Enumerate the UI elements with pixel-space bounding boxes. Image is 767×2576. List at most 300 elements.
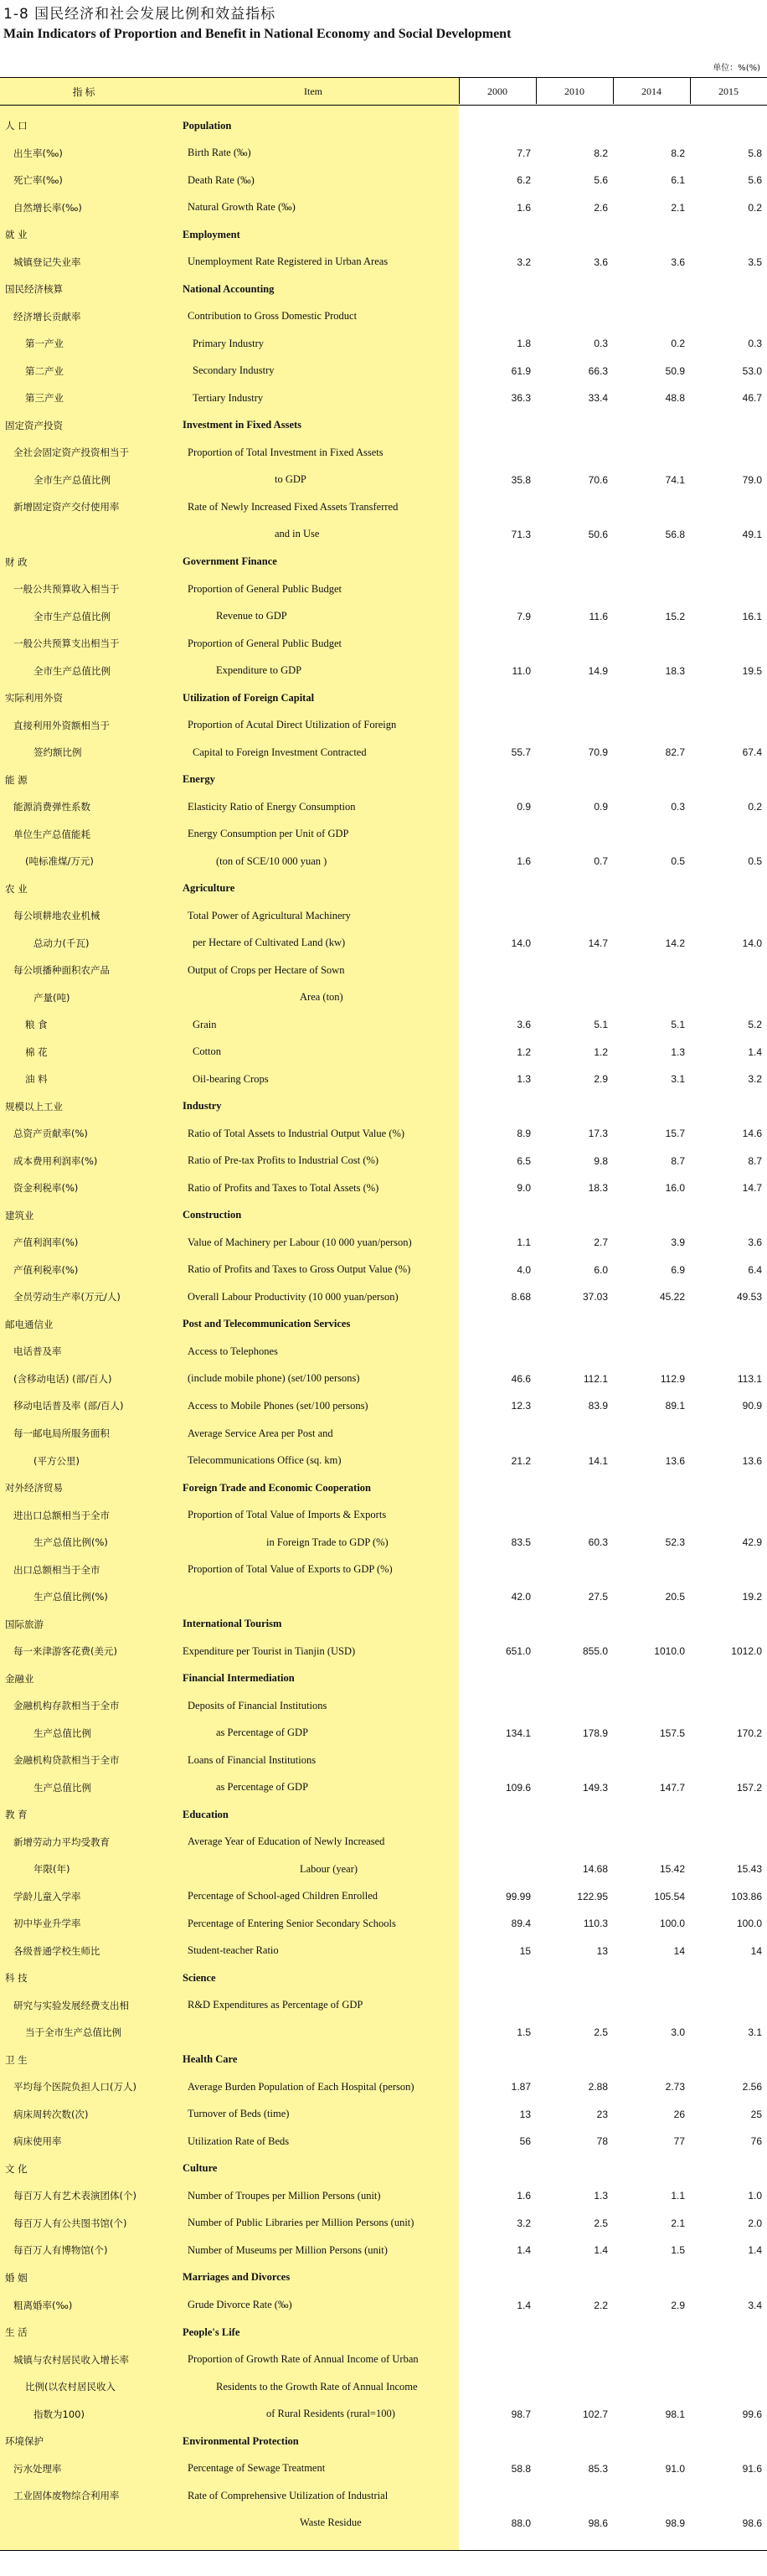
- table-row: [0, 957, 767, 984]
- row-value: [536, 1610, 608, 1638]
- row-value: 83.9: [588, 1400, 608, 1412]
- row-value: [536, 902, 608, 930]
- row-value: 102.7: [582, 2408, 608, 2420]
- row-value: [613, 1501, 685, 1529]
- row-value: [536, 1801, 608, 1829]
- table-row: [0, 875, 767, 902]
- row-label-en: (include mobile phone) (set/100 persons): [188, 1372, 360, 1385]
- row-label-en: Labour (year): [300, 1862, 358, 1875]
- row-value: 0.5: [671, 855, 685, 868]
- table-row: [0, 1474, 767, 1502]
- row-label-cn: 移动电话普及率 (部/百人): [13, 1400, 124, 1412]
- table-row: [0, 385, 767, 412]
- row-value: [536, 766, 608, 793]
- table-row: [0, 1148, 767, 1175]
- row-value: [536, 684, 608, 712]
- table-row: [0, 221, 767, 249]
- row-label-en: of Rural Residents (rural=100): [266, 2408, 395, 2420]
- row-label-en: Total Power of Agricultural Machinery: [188, 909, 351, 921]
- row-value: 56: [519, 2135, 531, 2148]
- row-label-cn: 各级普通学校生师比: [13, 1944, 100, 1957]
- row-value: [536, 412, 608, 440]
- table-row: [0, 167, 767, 194]
- row-label-cn: 每百万人有博物馆(个): [13, 2244, 108, 2257]
- row-label-en: Capital to Foreign Investment Contracted: [193, 746, 367, 758]
- row-value: 37.03: [582, 1291, 608, 1303]
- divider: [613, 77, 614, 104]
- row-value: [536, 2047, 608, 2074]
- row-label-cn: 粮 食: [25, 1019, 48, 1031]
- row-value: [613, 276, 685, 303]
- row-value: [536, 493, 608, 521]
- row-label-en: People's Life: [183, 2326, 240, 2338]
- row-label-cn: 指数为100): [33, 2408, 85, 2420]
- row-label-cn: 就 业: [5, 229, 28, 241]
- row-label-en: Average Burden Population of Each Hospital (person): [188, 2080, 414, 2093]
- row-value: [613, 1338, 685, 1365]
- row-value: 14.7: [742, 1182, 762, 1195]
- row-value: [613, 2482, 685, 2510]
- row-value: 2.6: [594, 201, 608, 214]
- row-label-en: R&D Expenditures as Percentage of GDP: [188, 1999, 363, 2011]
- row-value: [536, 276, 608, 303]
- row-value: [536, 221, 608, 249]
- row-value: [613, 1202, 685, 1230]
- table-row: [0, 2428, 767, 2455]
- row-label-cn: 学龄儿童入学率: [13, 1890, 81, 1902]
- row-value: [690, 820, 762, 848]
- table-row: [0, 548, 767, 576]
- row-value: [536, 875, 608, 902]
- row-value: [690, 2346, 762, 2373]
- row-value: 82.7: [665, 746, 685, 759]
- row-value: 6.4: [748, 1263, 762, 1276]
- row-value: 45.22: [659, 1291, 685, 1303]
- row-value: 14.1: [588, 1454, 608, 1467]
- row-value: 1.4: [517, 2244, 531, 2257]
- row-label-en: Number of Public Libraries per Million Persons (unit): [188, 2217, 414, 2229]
- row-value: 1.4: [594, 2244, 608, 2257]
- row-label-en: Grude Divorce Rate (‰): [188, 2299, 292, 2310]
- row-value: [613, 1665, 685, 1692]
- row-value: [459, 1338, 531, 1365]
- row-value: 3.1: [671, 1073, 685, 1086]
- row-value: [536, 2264, 608, 2292]
- row-value: 1.6: [517, 201, 531, 214]
- row-value: [690, 2428, 762, 2455]
- row-value: [536, 2482, 608, 2510]
- row-label-cn: 第一产业: [25, 338, 64, 350]
- row-label-cn: [5, 521, 172, 549]
- row-label-cn: 粗离婚率(‰): [13, 2299, 73, 2311]
- row-label-cn: 总动力(千瓦): [33, 937, 90, 949]
- table-row: [0, 112, 767, 140]
- row-value: 21.2: [511, 1454, 531, 1467]
- row-value: [690, 276, 762, 303]
- table-row: [0, 2455, 767, 2482]
- row-value: [690, 1828, 762, 1856]
- row-value: 89.4: [511, 1918, 531, 1930]
- row-value: 2.5: [594, 2026, 608, 2039]
- row-value: 14.9: [588, 664, 608, 677]
- row-value: 14.6: [742, 1128, 762, 1140]
- row-value: 4.0: [517, 1263, 531, 1276]
- row-value: [536, 1338, 608, 1365]
- row-value: [690, 2155, 762, 2183]
- row-value: [536, 1420, 608, 1448]
- row-value: 88.0: [511, 2517, 531, 2529]
- row-value: 6.1: [671, 174, 685, 187]
- row-label-en: Telecommunications Office (sq. km): [188, 1454, 342, 1467]
- table-row: [0, 2101, 767, 2129]
- header-year: 2010: [564, 85, 584, 97]
- row-value: 7.9: [517, 610, 531, 622]
- row-value: [459, 1610, 531, 1638]
- row-label-en: Access to Telephones: [188, 1345, 278, 1357]
- row-value: [690, 412, 762, 440]
- row-value: 0.2: [671, 338, 685, 350]
- row-value: 20.5: [665, 1591, 685, 1603]
- table-row: [0, 1910, 767, 1938]
- row-value: 1012.0: [731, 1645, 762, 1658]
- row-label-en: Oil-bearing Crops: [193, 1072, 269, 1085]
- table-row: [0, 1529, 767, 1556]
- row-value: 2.0: [748, 2217, 762, 2229]
- row-label-cn: 油 料: [25, 1073, 48, 1086]
- table-body: [0, 106, 767, 2537]
- row-value: [613, 1474, 685, 1502]
- row-value: 36.3: [511, 392, 531, 405]
- row-label-cn: 产值利润率(%): [13, 1236, 79, 1249]
- row-label-en: Percentage of Sewage Treatment: [188, 2462, 326, 2475]
- row-value: 2.5: [594, 2217, 608, 2229]
- row-value: 5.2: [748, 1019, 762, 1031]
- row-value: [536, 1692, 608, 1720]
- row-label-en: Output of Crops per Hectare of Sown: [188, 963, 345, 976]
- row-label-en: Loans of Financial Institutions: [188, 1753, 317, 1766]
- row-label-cn: 第三产业: [25, 392, 64, 405]
- row-label-cn: 总资产贡献率(%): [13, 1128, 88, 1140]
- row-value: [690, 1338, 762, 1365]
- row-label-cn: 农 业: [5, 882, 28, 895]
- row-value: 12.3: [511, 1400, 531, 1412]
- row-value: [613, 2373, 685, 2401]
- row-label-cn: 能 源: [5, 773, 28, 786]
- row-label-en: Proportion of General Public Budget: [188, 637, 342, 649]
- table-row: [0, 521, 767, 549]
- table-row: [0, 2346, 767, 2373]
- table-row: [0, 1039, 767, 1066]
- row-value: 16.1: [742, 610, 762, 622]
- row-value: [536, 1992, 608, 2020]
- row-label-cn: 新增固定资产交付使用率: [13, 501, 120, 514]
- row-label-en: Marriages and Divorces: [183, 2271, 291, 2284]
- row-value: 113.1: [737, 1372, 762, 1385]
- row-label-cn: 单位生产总值能耗: [13, 828, 90, 840]
- row-label-cn: 固定资产投资: [5, 419, 63, 431]
- row-value: [690, 1311, 762, 1339]
- row-value: [690, 1747, 762, 1774]
- row-value: [459, 902, 531, 930]
- row-value: [459, 1665, 531, 1692]
- row-value: 99.6: [742, 2408, 762, 2420]
- row-value: 33.4: [588, 392, 608, 405]
- row-value: [459, 303, 531, 331]
- row-value: [536, 2428, 608, 2455]
- row-value: [613, 2319, 685, 2346]
- row-label-cn: 出口总额相当于全市: [13, 1563, 100, 1576]
- row-value: [459, 1202, 531, 1230]
- row-label-cn: 全员劳动生产率(万元/人): [13, 1291, 121, 1303]
- row-value: [459, 957, 531, 984]
- row-label-cn: 全市生产总值比例: [33, 664, 111, 677]
- row-value: [536, 984, 608, 1012]
- row-value: [459, 2319, 531, 2346]
- row-label-cn: 棉 花: [25, 1045, 48, 1058]
- row-label-en: Number of Troupes per Million Persons (unit): [188, 2189, 381, 2202]
- row-label-cn: 直接利用外资额相当于: [13, 719, 110, 731]
- row-value: 60.3: [588, 1536, 608, 1549]
- row-value: [690, 439, 762, 467]
- row-value: [613, 112, 685, 140]
- row-value: 9.8: [594, 1154, 608, 1167]
- row-label-en: to GDP: [275, 473, 306, 486]
- row-value: [459, 2373, 531, 2401]
- row-label-en: Secondary Industry: [193, 364, 275, 377]
- table-row: [0, 1365, 767, 1393]
- row-label-cn: 新增劳动力平均受教育: [13, 1835, 110, 1848]
- row-value: 103.86: [731, 1890, 762, 1902]
- row-label-cn: 病床周转次数(次): [13, 2108, 89, 2120]
- row-value: [536, 112, 608, 140]
- row-label-en: Rate of Comprehensive Utilization of Industrial: [188, 2489, 389, 2501]
- row-label-cn: 研究与实验发展经费支出相: [13, 1999, 129, 2011]
- row-value: 1.8: [517, 338, 531, 350]
- row-value: 85.3: [588, 2462, 608, 2475]
- row-value: 25: [750, 2108, 762, 2120]
- row-value: 13: [596, 1944, 608, 1957]
- table-row: [0, 1883, 767, 1911]
- row-value: 3.6: [671, 256, 685, 268]
- row-label-en: Percentage of Entering Senior Secondary Schools: [188, 1917, 396, 1929]
- row-label-cn: 每一来津游客花费(美元): [13, 1645, 117, 1658]
- row-value: 8.7: [748, 1154, 762, 1167]
- table-row: [0, 1801, 767, 1829]
- row-value: [613, 439, 685, 467]
- row-value: [690, 630, 762, 658]
- row-value: 1.5: [517, 2026, 531, 2039]
- row-value: [690, 2319, 762, 2346]
- row-value: [690, 684, 762, 712]
- row-value: 18.3: [588, 1182, 608, 1195]
- table-row: [0, 766, 767, 793]
- row-value: 56.8: [665, 528, 685, 540]
- row-value: 100.0: [659, 1918, 685, 1930]
- row-label-cn: 每公顷耕地农业机械: [13, 910, 100, 922]
- table-row: [0, 467, 767, 494]
- row-value: [459, 2428, 531, 2455]
- row-value: 0.3: [594, 338, 608, 350]
- row-value: 147.7: [659, 1781, 685, 1794]
- row-value: [613, 766, 685, 793]
- row-label-en: Waste Residue: [300, 2517, 362, 2529]
- row-value: 15.42: [659, 1863, 685, 1876]
- row-value: 15.43: [736, 1863, 762, 1876]
- row-value: 13: [519, 2108, 531, 2120]
- table-row: [0, 2482, 767, 2510]
- row-value: 1010.0: [654, 1645, 685, 1658]
- row-value: 27.5: [588, 1591, 608, 1603]
- table-row: [0, 493, 767, 521]
- row-value: [536, 1202, 608, 1230]
- row-label-en: Proportion of Total Value of Exports to GDP (%): [188, 1563, 393, 1576]
- row-value: 0.9: [517, 801, 531, 813]
- table-row: [0, 1856, 767, 1883]
- row-value: 46.7: [742, 392, 762, 405]
- row-value: 3.9: [671, 1236, 685, 1249]
- table-row: [0, 1938, 767, 1965]
- table-row: [0, 1583, 767, 1611]
- table-row: [0, 2047, 767, 2074]
- row-label-en: Turnover of Beds (time): [188, 2108, 290, 2120]
- table-row: [0, 1610, 767, 1638]
- row-value: [459, 2264, 531, 2292]
- page-title-en: Main Indicators of Proportion and Benefit in National Economy and Social Development: [3, 27, 512, 41]
- row-label-cn: 产量(吨): [33, 991, 70, 1004]
- row-value: 3.6: [748, 1236, 762, 1249]
- row-value: 109.6: [505, 1781, 531, 1794]
- row-value: 3.1: [748, 2026, 762, 2039]
- row-value: [613, 1093, 685, 1121]
- row-value: [536, 1556, 608, 1583]
- row-value: 157.5: [659, 1727, 685, 1739]
- row-value: 855.0: [582, 1645, 608, 1658]
- row-label-cn: 全市生产总值比例: [33, 610, 111, 622]
- row-value: [536, 820, 608, 848]
- row-value: [459, 576, 531, 603]
- row-label-en: Primary Industry: [193, 337, 265, 349]
- row-value: 15.7: [665, 1128, 685, 1140]
- row-value: 8.2: [594, 147, 608, 159]
- row-value: [459, 2346, 531, 2373]
- row-label-cn: 每一邮电局所服务面积: [13, 1427, 110, 1439]
- table-row: [0, 2073, 767, 2101]
- row-label-cn: 成本费用利润率(%): [13, 1154, 98, 1167]
- row-label-en: in Foreign Trade to GDP (%): [266, 1536, 389, 1548]
- row-label-en: Grain: [193, 1018, 217, 1030]
- row-value: [536, 1747, 608, 1774]
- row-value: [690, 303, 762, 331]
- row-label-cn: 能源消费弹性系数: [13, 801, 90, 813]
- row-value: [613, 1747, 685, 1774]
- row-value: [690, 1692, 762, 1720]
- row-value: [536, 1964, 608, 1992]
- table-row: [0, 1093, 767, 1121]
- row-value: [536, 303, 608, 331]
- row-label-en: Proportion of Total Value of Imports & Exports: [188, 1509, 387, 1521]
- row-value: 2.88: [588, 2081, 608, 2093]
- indicator-table: [0, 77, 767, 2537]
- table-row: [0, 303, 767, 331]
- row-label-cn: 每百万人有公共图书馆(个): [13, 2217, 127, 2229]
- row-value: 0.7: [594, 855, 608, 868]
- table-row: [0, 1420, 767, 1448]
- row-label-cn: 比例(以农村居民收入: [25, 2381, 116, 2393]
- table-row: [0, 576, 767, 603]
- row-value: 14.68: [582, 1863, 608, 1876]
- row-value: 23: [596, 2108, 608, 2120]
- table-row: [0, 684, 767, 712]
- table-row: [0, 1066, 767, 1093]
- row-value: [459, 221, 531, 249]
- row-label-en: Ratio of Pre-tax Profits to Industrial Cost (%): [188, 1154, 379, 1167]
- row-value: [690, 2482, 762, 2510]
- row-value: [690, 1474, 762, 1502]
- row-value: 1.6: [517, 855, 531, 868]
- row-value: 15: [519, 1944, 531, 1957]
- row-value: [690, 957, 762, 984]
- row-value: [536, 1501, 608, 1529]
- row-value: [536, 630, 608, 658]
- row-label-cn: 环境保护: [5, 2435, 44, 2448]
- row-value: 8.7: [671, 1154, 685, 1167]
- row-value: 2.1: [671, 201, 685, 214]
- row-value: 98.7: [511, 2408, 531, 2420]
- row-value: [613, 711, 685, 739]
- row-value: 3.6: [594, 256, 608, 268]
- row-label-cn: 全社会固定资产投资相当于: [13, 447, 129, 459]
- row-label-en: (ton of SCE/10 000 yuan ): [216, 854, 327, 867]
- row-value: 5.6: [748, 174, 762, 187]
- row-value: [459, 1474, 531, 1502]
- row-label-cn: 一般公共预算收入相当于: [13, 583, 120, 596]
- row-value: 112.1: [583, 1372, 608, 1385]
- row-value: [613, 303, 685, 331]
- row-value: 134.1: [505, 1727, 531, 1739]
- row-value: [613, 1964, 685, 1992]
- row-value: 1.4: [748, 1045, 762, 1058]
- row-value: 26: [673, 2108, 685, 2120]
- row-value: [690, 2264, 762, 2292]
- row-value: 16.0: [665, 1182, 685, 1195]
- row-value: 98.9: [665, 2517, 685, 2529]
- row-label-cn: 自然增长率(‰): [13, 201, 82, 214]
- row-value: 91.6: [742, 2462, 762, 2475]
- row-value: [613, 684, 685, 712]
- row-label-cn: 电话普及率: [13, 1345, 62, 1358]
- row-value: 110.3: [583, 1918, 608, 1930]
- row-value: [459, 984, 531, 1012]
- table-row: [0, 1283, 767, 1311]
- row-label-cn: 每公顷播种面积农产品: [13, 964, 110, 977]
- row-label-cn: 全市生产总值比例: [33, 473, 111, 486]
- row-value: 14.0: [742, 937, 762, 949]
- row-label-cn: 建筑业: [5, 1209, 34, 1221]
- row-value: [459, 1311, 531, 1339]
- row-label-en: Birth Rate (‰): [188, 147, 251, 159]
- row-value: 42.0: [511, 1591, 531, 1603]
- row-label-cn: (平方公里): [33, 1454, 80, 1467]
- row-value: [459, 766, 531, 793]
- row-value: 1.3: [594, 2190, 608, 2202]
- row-label-cn: 初中毕业升学率: [13, 1918, 81, 1930]
- row-value: 1.3: [671, 1045, 685, 1058]
- row-value: 17.3: [588, 1128, 608, 1140]
- row-value: 50.9: [665, 364, 685, 377]
- row-value: 8.9: [517, 1128, 531, 1140]
- table-row: [0, 2373, 767, 2401]
- row-value: [690, 875, 762, 902]
